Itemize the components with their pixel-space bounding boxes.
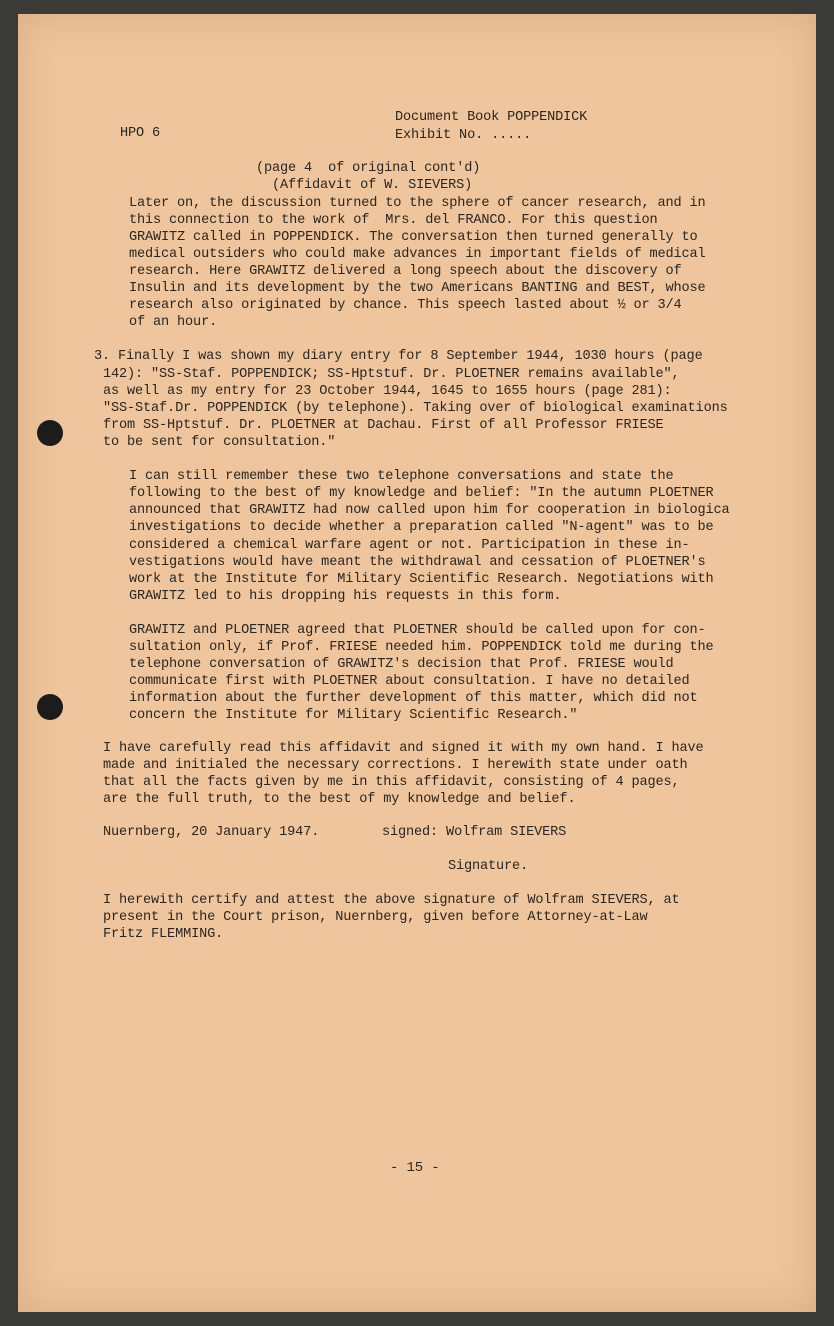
text-line: I can still remember these two telephone conversations and state the: [129, 469, 674, 484]
text-line: communicate first with PLOETNER about consultation. I have no detailed: [129, 674, 690, 689]
text-line: 3. Finally I was shown my diary entry for 8 September 1944, 1030 hours (page: [94, 349, 703, 364]
text-line: are the full truth, to the best of my knowledge and belief.: [103, 792, 576, 807]
text-line: telephone conversation of GRAWITZ's decision that Prof. FRIESE would: [129, 657, 674, 672]
text-line: as well as my entry for 23 October 1944, 1645 to 1655 hours (page 281):: [103, 384, 672, 399]
page-number: - 15 -: [390, 1160, 440, 1176]
text-line: I have carefully read this affidavit and signed it with my own hand. I have: [103, 741, 704, 756]
header-exhibit: Exhibit No. .....: [395, 128, 532, 143]
text-line: made and initialed the necessary corrections. I herewith state under oath: [103, 758, 688, 773]
text-line: vestigations would have meant the withdrawal and cessation of PLOETNER's: [129, 555, 706, 570]
text-line: medical outsiders who could make advances in important fields of medical: [129, 247, 706, 262]
text-line: to be sent for consultation.": [103, 435, 336, 450]
text-line: GRAWITZ led to his dropping his requests in this form.: [129, 589, 562, 604]
text-line: Later on, the discussion turned to the sphere of cancer research, and in: [129, 196, 706, 211]
text-line: "SS-Staf.Dr. POPPENDICK (by telephone). Taking over of biological examinations: [103, 401, 728, 416]
header-book: Document Book POPPENDICK: [395, 110, 588, 125]
document-page: [18, 14, 816, 1312]
text-line: Insulin and its development by the two Americans BANTING and BEST, whose: [129, 281, 706, 296]
text-line: considered a chemical warfare agent or not. Participation in these in-: [129, 538, 690, 553]
continuation-line-1: (page 4 of original cont'd): [256, 161, 481, 176]
punch-hole-upper: [37, 420, 63, 446]
text-line: GRAWITZ and PLOETNER agreed that PLOETNER should be called upon for con-: [129, 623, 706, 638]
text-line: that all the facts given by me in this affidavit, consisting of 4 pages,: [103, 775, 680, 790]
header-ref: HPO 6: [120, 126, 161, 141]
text-line: work at the Institute for Military Scientific Research. Negotiations with: [129, 572, 714, 587]
text-line: investigations to decide whether a preparation called "N-agent" was to be: [129, 520, 714, 535]
text-line: Fritz FLEMMING.: [103, 927, 224, 942]
text-line: sultation only, if Prof. FRIESE needed him. POPPENDICK told me during the: [129, 640, 714, 655]
text-line: research also originated by chance. This speech lasted about ½ or 3/4: [129, 298, 682, 313]
text-line: of an hour.: [129, 315, 218, 330]
text-line: 142): "SS-Staf. POPPENDICK; SS-Hptstuf. Dr. PLOETNER remains available",: [103, 367, 680, 382]
text-line: announced that GRAWITZ had now called upon him for cooperation in biologica: [129, 503, 730, 518]
text-line: GRAWITZ called in POPPENDICK. The conversation then turned generally to: [129, 230, 698, 245]
text-line: information about the further development of this matter, which did not: [129, 691, 698, 706]
text-line: I herewith certify and attest the above signature of Wolfram SIEVERS, at: [103, 893, 680, 908]
text-line: from SS-Hptstuf. Dr. PLOETNER at Dachau. First of all Professor FRIESE: [103, 418, 664, 433]
text-line: present in the Court prison, Nuernberg, given before Attorney-at-Law: [103, 910, 648, 925]
punch-hole-lower: [37, 694, 63, 720]
signature-label: Signature.: [448, 859, 529, 874]
text-line: this connection to the work of Mrs. del FRANCO. For this question: [129, 213, 658, 228]
signed-line: signed: Wolfram SIEVERS: [382, 825, 567, 840]
text-line: concern the Institute for Military Scientific Research.": [129, 708, 578, 723]
text-line: following to the best of my knowledge and belief: "In the autumn PLOETNER: [129, 486, 714, 501]
place-date: Nuernberg, 20 January 1947.: [103, 825, 320, 840]
continuation-line-2: (Affidavit of W. SIEVERS): [272, 178, 473, 193]
text-line: research. Here GRAWITZ delivered a long speech about the discovery of: [129, 264, 682, 279]
